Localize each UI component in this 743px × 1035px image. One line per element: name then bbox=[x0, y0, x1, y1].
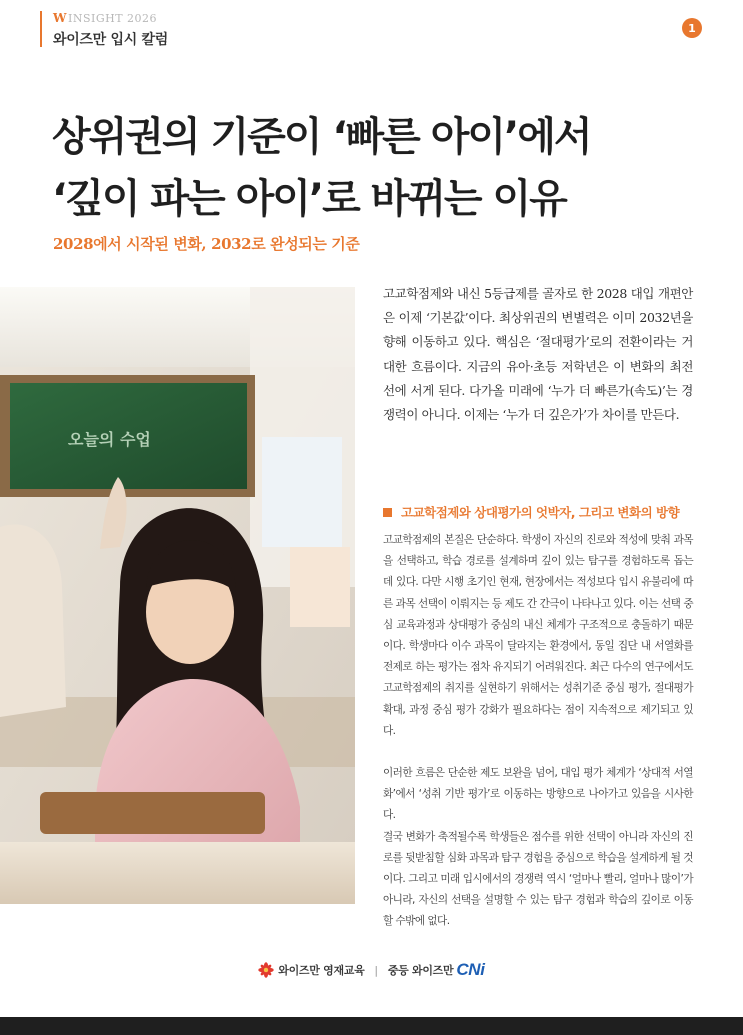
title-line-1: 상위권의 기준이 ‘빠른 아이’에서 bbox=[52, 114, 591, 160]
photo-poster-2 bbox=[290, 547, 350, 627]
footer-brand-wiseman: 와이즈만 영재교육 bbox=[278, 964, 365, 977]
column-name: 와이즈만 입시 칼럼 bbox=[53, 32, 168, 48]
article-title bbox=[52, 106, 692, 230]
classroom-photo bbox=[0, 287, 355, 904]
cni-logo: CNi bbox=[456, 960, 485, 979]
page-number-badge: 1 bbox=[682, 18, 702, 38]
wiseman-flower-logo-icon bbox=[258, 962, 274, 978]
article-subtitle: 2028에서 시작된 변화, 2032로 완성되는 기준 bbox=[53, 235, 360, 253]
photo-desk bbox=[0, 842, 355, 904]
section-heading-text: 고교학점제와 상대평가의 엇박자, 그리고 변화의 방향 bbox=[401, 505, 680, 520]
photo-poster bbox=[262, 437, 342, 547]
intro-paragraph: 고교학점제와 내신 5등급제를 골자로 한 2028 대입 개편안은 이제 ‘기본값’이다. 최상위권의 변별력은 이미 2032년을 향해 이동하고 있다. 핵심은 ‘절대평가’로의 전환이라는 거대한 흐름이다. 지금의 유아·초등 저학년은 이 변화의 최전선에 서게 된다. 다가올 미래에 ‘누가 더 빠른가(속도)’는 경쟁력이 아니다. 이제는 ‘누가 더 깊은가’가 차이를 만든다. bbox=[383, 286, 693, 423]
body-paragraph-2: 이러한 흐름은 단순한 제도 보완을 넘어, 대입 평가 체계가 ‘상대적 서열화’에서 ‘성취 기반 평가’로 이동하는 방향으로 나아가고 있음을 시사한다. bbox=[383, 767, 693, 822]
bottom-bar bbox=[0, 1017, 743, 1035]
body-paragraph-1: 고교학점제의 본질은 단순하다. 학생이 자신의 진로와 적성에 맞춰 과목을 선택하고, 학습 경로를 설계하며 깊이 있는 탐구를 경험하도록 돕는 데 있다. 다만 시행 초기인 현재, 현장에서는 적성보다 입시 유불리에 따른 과목 선택이 이뤄지는 등 제도 간 간극이 나타나고 있다. 이는 선택 중심 교육과정과 상대평가 중심의 내신 체계가 구조적으로 충돌하기 때문이다. 학생마다 이수 과목이 달라지는 환경에서, 동일 집단 내 서열화를 전제로 하는 평가는 점차 유지되기 어려워진다. 최근 다수의 연구에서도 고교학점제의 취지를 실현하기 위해서는 성취기준 중심 평가, 절대평가 확대, 과정 중심 평가 강화가 필요하다는 점이 지속적으로 제기되고 있다. bbox=[383, 534, 693, 737]
brand-text: INSIGHT 2026 bbox=[67, 12, 158, 25]
body-paragraph-3: 결국 변화가 축적될수록 학생들은 점수를 위한 선택이 아니라 자신의 진로를 뒷받침할 심화 과목과 탐구 경험을 중심으로 학습을 설계하게 될 것이다. 그리고 미래 입시에서의 경쟁력 역시 ‘얼마나 빨리, 얼마나 많이’가 아니라, 자신의 선택을 설명할 수 있는 탐구 경험과 학습의 깊이로 이동할 수밖에 없다. bbox=[383, 830, 693, 928]
photo-chair-back bbox=[40, 792, 265, 834]
brand-w-mark: W bbox=[53, 11, 67, 25]
title-line-2: ‘깊이 파는 아이’로 바뀌는 이유 bbox=[52, 176, 566, 222]
section-body bbox=[383, 530, 693, 933]
footer-brand-middle: 중등 와이즈만 bbox=[387, 964, 454, 977]
heading-square-icon bbox=[383, 508, 392, 517]
footer-separator: | bbox=[374, 963, 378, 977]
section-heading bbox=[383, 503, 679, 521]
footer-logos bbox=[0, 960, 743, 980]
column-header bbox=[40, 11, 168, 47]
insight-brand bbox=[53, 11, 168, 25]
photo-blackboard-text: 오늘의 수업 bbox=[68, 430, 151, 449]
